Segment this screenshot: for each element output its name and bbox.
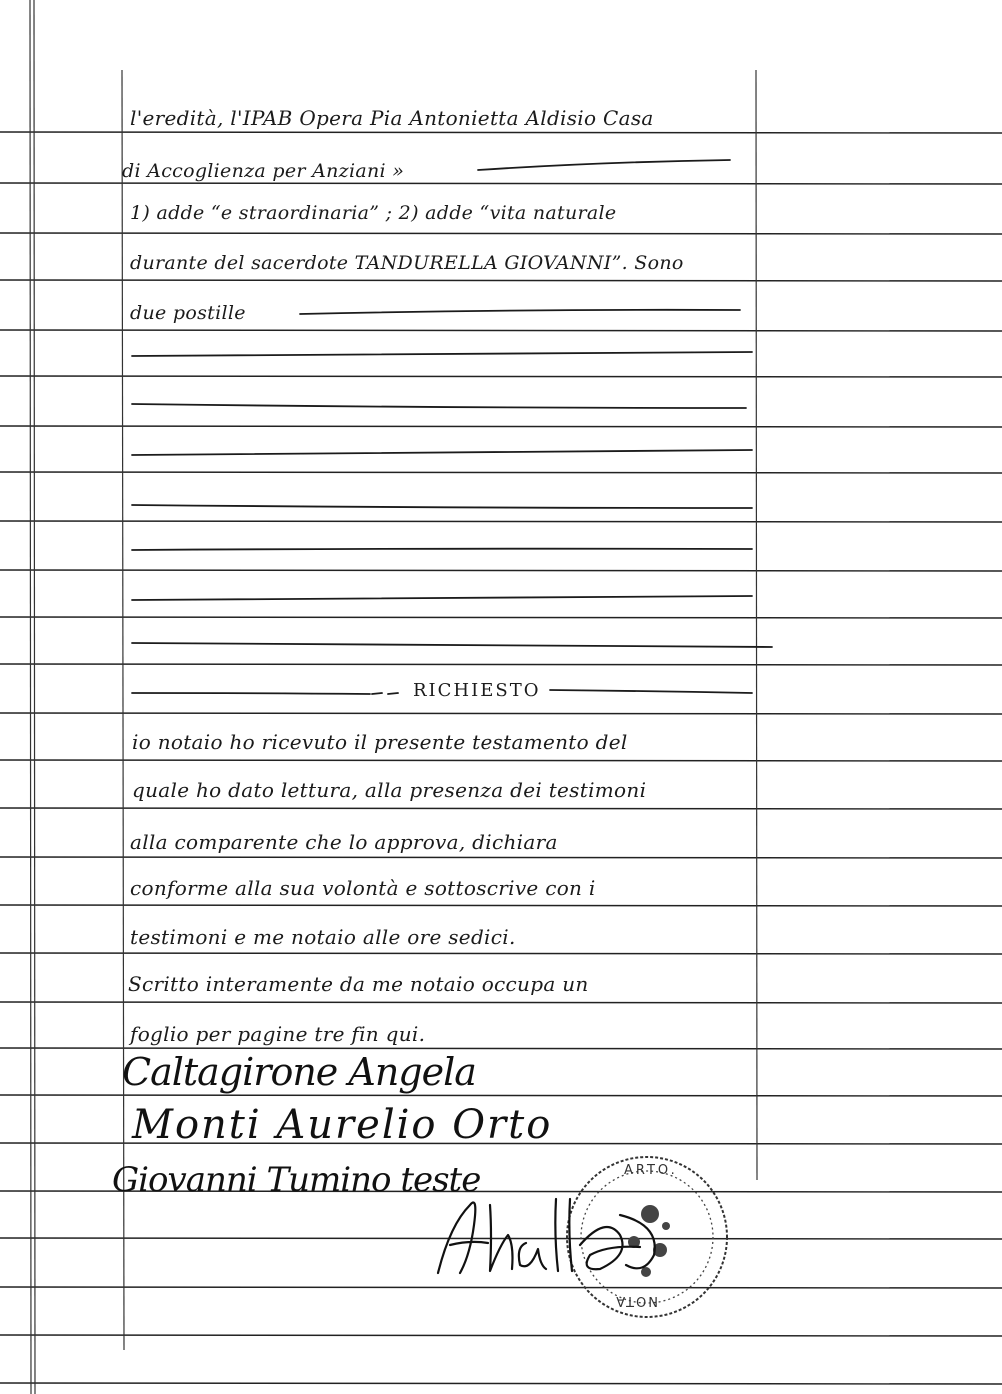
handwritten-line: alla comparente che lo approva, dichiara [130,830,558,854]
svg-text:NOTA: NOTA [614,1293,658,1308]
handwritten-line: io notaio ho ricevuto il presente testamento del [132,730,628,754]
signature-witness: Monti Aurelio Orto [132,1102,553,1148]
handwritten-line: 1) adde “e straordinaria” ; 2) adde “vita naturale [130,202,617,224]
notary-signature [430,1185,670,1285]
signature-witness: Giovanni Tumino teste [112,1160,481,1200]
handwritten-line: conforme alla sua volontà e sottoscrive con i [130,876,596,900]
handwritten-line: l'eredità, l'IPAB Opera Pia Antonietta Aldisio Casa [130,106,654,130]
handwritten-line: di Accoglienza per Anziani » [122,160,405,182]
svg-text:ARTO.: ARTO. [624,1163,678,1178]
handwritten-line: foglio per pagine tre fin qui. [130,1022,426,1046]
section-heading: RICHIESTO [413,680,541,701]
handwritten-line: Scritto interamente da me notaio occupa un [128,972,589,996]
handwritten-line: durante del sacerdote TANDURELLA GIOVANNI”. Sono [130,252,684,274]
handwritten-line: quale ho dato lettura, alla presenza dei testimoni [132,778,647,802]
handwritten-line: testimoni e me notaio alle ore sedici. [130,925,516,949]
handwritten-line: due postille [130,302,246,324]
signature-testator: Caltagirone Angela [122,1050,476,1094]
